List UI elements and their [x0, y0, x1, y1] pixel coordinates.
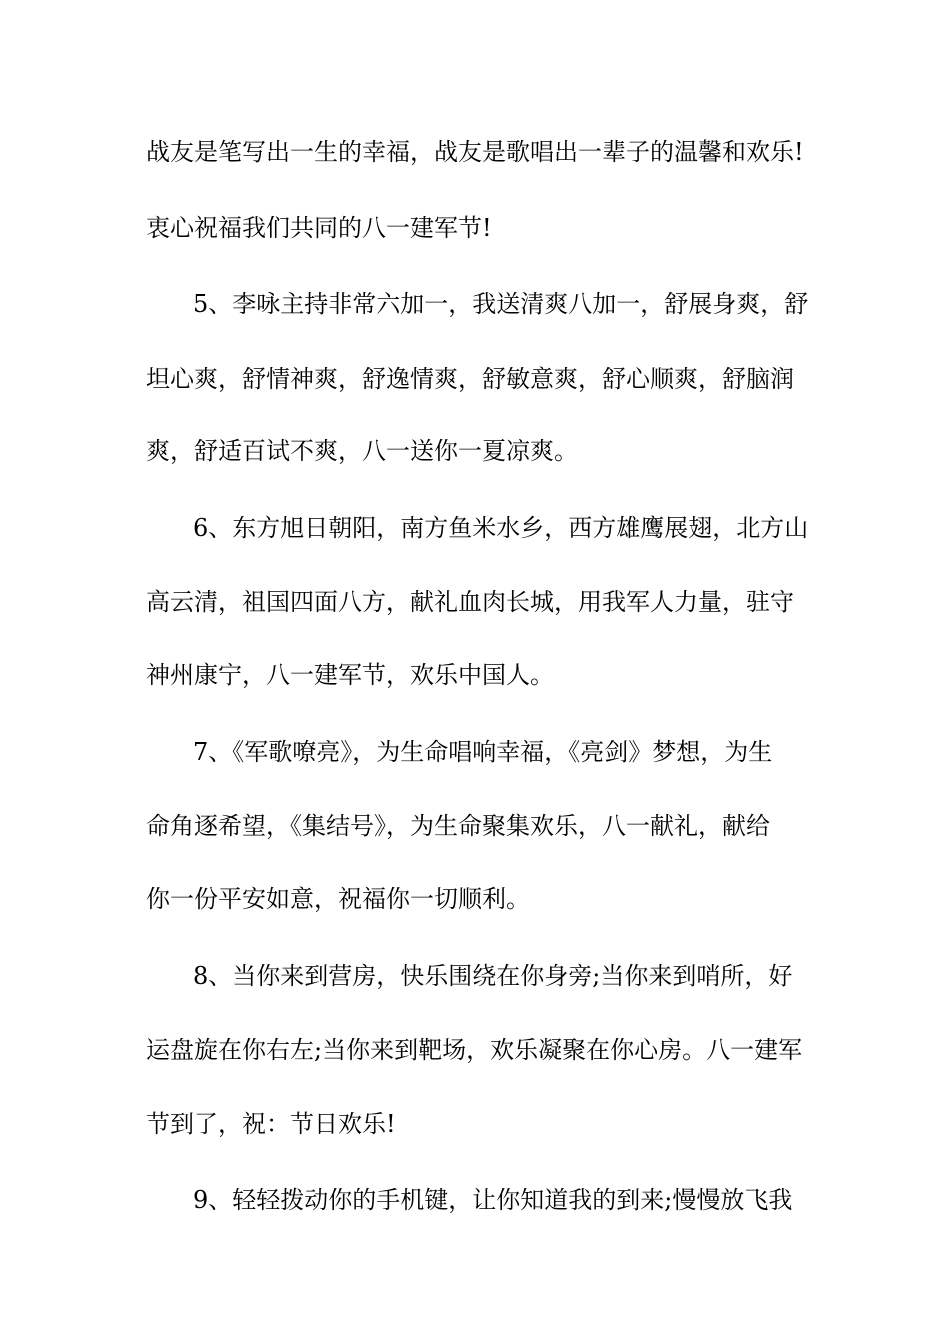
paragraph-5-line-1: 5、李咏主持非常六加一，我送清爽八加一，舒展身爽，舒	[193, 290, 809, 318]
paragraph-5-line-3: 爽，舒适百试不爽，八一送你一夏凉爽。	[146, 437, 578, 465]
text-line-1: 战友是笔写出一生的幸福，战友是歌唱出一辈子的温馨和欢乐!	[146, 138, 804, 166]
paragraph-8-line-1: 8、当你来到营房，快乐围绕在你身旁;当你来到哨所，好	[193, 962, 793, 990]
paragraph-5-line-2: 坦心爽，舒情神爽，舒逸情爽，舒敏意爽，舒心顺爽，舒脑润	[146, 365, 794, 393]
paragraph-7-line-1: 7、《军歌嘹亮》，为生命唱响幸福，《亮剑》梦想，为生	[193, 738, 773, 766]
paragraph-9-line-1: 9、轻轻拨动你的手机键，让你知道我的到来;慢慢放飞我	[193, 1186, 793, 1214]
paragraph-8-line-3: 节到了，祝：节日欢乐!	[146, 1110, 396, 1138]
paragraph-6-line-2: 高云清，祖国四面八方，献礼血肉长城，用我军人力量，驻守	[146, 588, 794, 616]
paragraph-7-line-3: 你一份平安如意，祝福你一切顺利。	[146, 885, 530, 913]
paragraph-8-line-2: 运盘旋在你右左;当你来到靶场，欢乐凝聚在你心房。八一建军	[146, 1036, 803, 1064]
paragraph-6-line-1: 6、东方旭日朝阳，南方鱼米水乡，西方雄鹰展翅，北方山	[193, 514, 809, 542]
paragraph-7-line-2: 命角逐希望，《集结号》，为生命聚集欢乐，八一献礼，献给	[146, 812, 770, 840]
text-line-2: 衷心祝福我们共同的八一建军节!	[146, 214, 492, 242]
paragraph-6-line-3: 神州康宁，八一建军节，欢乐中国人。	[146, 661, 554, 689]
